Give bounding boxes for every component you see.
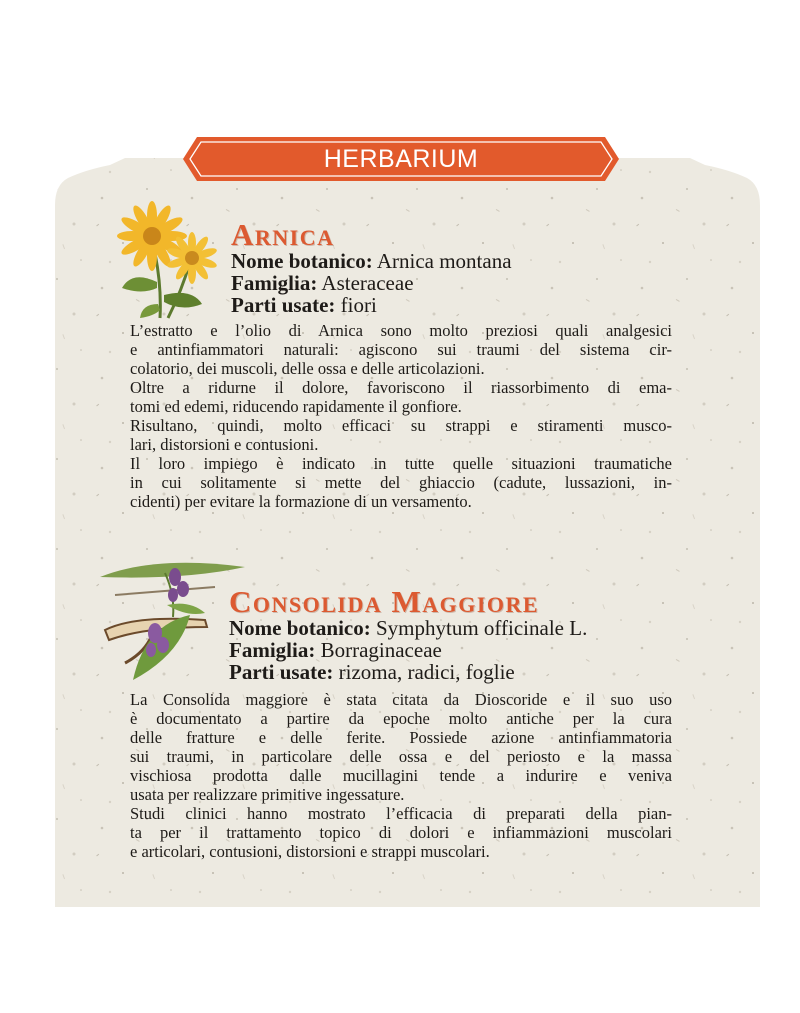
arnica-description: [130, 321, 672, 511]
consolida-facts: [229, 617, 587, 683]
text-line: e articolari, contusioni, distorsioni e strappi muscolari.: [130, 842, 490, 861]
consolida-title: Consolida Maggiore: [229, 584, 540, 619]
herbarium-banner: [183, 133, 619, 185]
arnica-title: Arnica: [231, 217, 335, 252]
fact-label: Parti usate:: [229, 660, 334, 684]
fact-row: [231, 250, 512, 272]
banner-title: HERBARIUM: [323, 145, 479, 173]
text-line: Risultano, quindi, molto efficaci su strappi e stiramenti musco-: [130, 416, 672, 435]
fact-value: Borraginaceae: [320, 638, 442, 662]
fact-row: [231, 272, 512, 294]
fact-label: Famiglia:: [231, 271, 318, 295]
fact-row: [229, 639, 587, 661]
text-line: Oltre a ridurne il dolore, favoriscono il riassorbimento di ema-: [130, 378, 672, 397]
fact-value: Arnica montana: [376, 249, 512, 273]
text-line: è documentato a partire da epoche molto antiche per la cura: [130, 709, 672, 728]
text-line: delle fratture e delle ferite. Possiede azione antinfiammatoria: [130, 728, 672, 747]
text-line: Studi clinici hanno mostrato l’efficacia di preparati della pian-: [130, 804, 672, 823]
text-line: cidenti) per evitare la formazione di un versamento.: [130, 492, 472, 511]
text-line: in cui solitamente si mette del ghiaccio (cadute, lussazioni, in-: [130, 473, 672, 492]
text-line: tomi ed edemi, riducendo rapidamente il gonfiore.: [130, 397, 462, 416]
comfrey-plant-illustration: [95, 555, 245, 685]
text-line: ta per il trattamento topico di dolori e infiammazioni muscolari: [130, 823, 672, 842]
fact-row: [231, 294, 512, 316]
fact-value: fiori: [340, 293, 377, 317]
arnica-flower-illustration: [112, 200, 230, 322]
fact-label: Parti usate:: [231, 293, 336, 317]
text-line: sui traumi, in particolare delle ossa e del periosto e la massa: [130, 747, 672, 766]
fact-label: Nome botanico:: [229, 616, 371, 640]
fact-row: [229, 617, 587, 639]
fact-value: rizoma, radici, foglie: [338, 660, 515, 684]
text-line: usata per realizzare primitive ingessature.: [130, 785, 405, 804]
text-line: La Consolida maggiore è stata citata da Dioscoride e il suo uso: [130, 690, 672, 709]
text-line: e antinfiammatori naturali: agiscono sui traumi del sistema cir-: [130, 340, 672, 359]
text-line: colatorio, dei muscoli, delle ossa e delle articolazioni.: [130, 359, 485, 378]
fact-label: Nome botanico:: [231, 249, 373, 273]
fact-label: Famiglia:: [229, 638, 316, 662]
text-line: L’estratto e l’olio di Arnica sono molto preziosi quali analgesici: [130, 321, 672, 340]
text-line: vischiosa prodotta dalle mucillagini tende a indurire e veniva: [130, 766, 672, 785]
fact-value: Symphytum officinale L.: [375, 616, 588, 640]
fact-row: [229, 661, 587, 683]
arnica-facts: [231, 250, 512, 316]
text-line: Il loro impiego è indicato in tutte quelle situazioni traumatiche: [130, 454, 672, 473]
text-line: lari, distorsioni e contusioni.: [130, 435, 319, 454]
consolida-description: [130, 690, 672, 861]
fact-value: Asteraceae: [321, 271, 414, 295]
